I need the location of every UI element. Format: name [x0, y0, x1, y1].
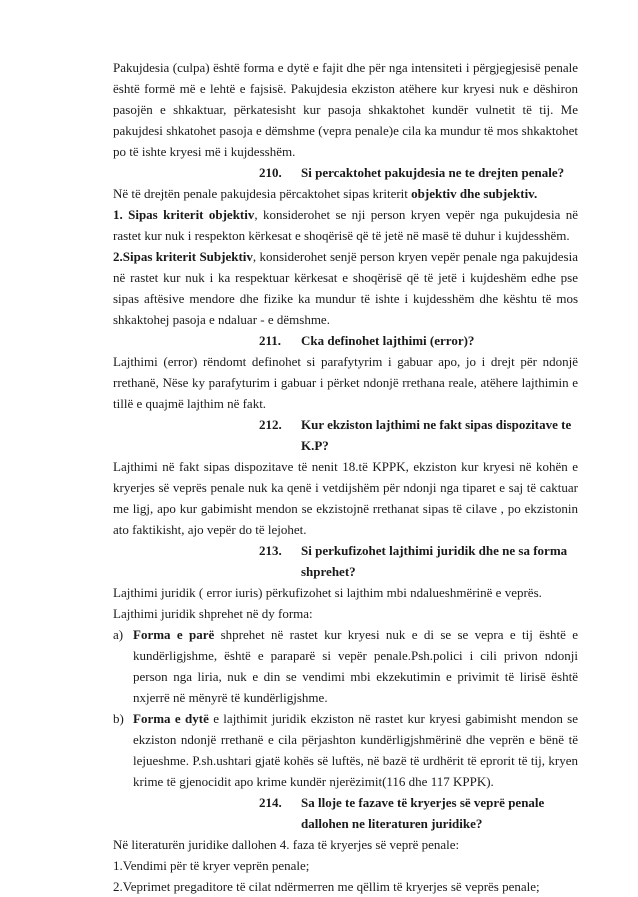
list-item [113, 624, 578, 708]
bold-text: objektiv dhe subjektiv. [411, 186, 538, 201]
paragraph-error: Lajthimi (error) rëndomt definohet si parafytyrim i gabuar apo, jo i drejt për ndonjë rrethanë, Nëse ky parafyturim i gabuar i përket ndonjë rrethana reale, atëhere lajthimin e tillë e quajmë lajthim në fakt. [113, 354, 578, 411]
bold-text: Forma e parë [133, 627, 215, 642]
question-213 [113, 540, 578, 582]
question-text: Cka definohet lajthimi (error)? [301, 333, 475, 348]
question-text-continued: shprehet? [301, 564, 356, 579]
question-211 [113, 330, 578, 351]
question-text: Sa lloje te fazave të kryerjes së veprë penale [301, 795, 545, 810]
list-marker: a) [113, 627, 124, 642]
paragraph-text: , konsiderohet senjë person kryen vepër penale nga pakujdesia në rastet kur nuk i ka respektuar kërkesat e shoqërisë që të jetë i kujdeshëm edhe pse sipas aftësive mendore dhe fizike ka mundur të ishte i kujdesshëm dhe kështu të mos shkaktohej pasoja e ndaluar - e dëmshme. [113, 249, 578, 327]
question-text-continued: K.P? [301, 438, 329, 453]
paragraph-text: Në të drejtën penale pakujdesia përcaktohet sipas kriterit [113, 186, 412, 201]
list-item [113, 708, 578, 792]
question-number: 212. [259, 417, 282, 432]
paragraph-two-forms: Lajthimi juridik shprehet në dy forma: [113, 606, 313, 621]
bold-text: 1. Sipas kriterit objektiv [113, 207, 255, 222]
bold-text: Forma e dytë [133, 711, 209, 726]
paragraph-phase-2: 2.Veprimet pregaditore të cilat ndërmerren me qëllim të kryerjes së veprës penale; [113, 879, 540, 894]
question-number: 210. [259, 165, 282, 180]
paragraph-objective [113, 204, 578, 246]
question-number: 214. [259, 795, 282, 810]
question-212 [113, 414, 578, 456]
paragraph-text: , konsiderohet se nji person kryen vepër nga pukujdesia në rastet kur nuk i respekton kërkesat e shoqërisë që të jetë në masë të duhur i kujdesshëm. [113, 207, 578, 243]
paragraph-error-iuris: Lajthimi juridik ( error iuris) përkufizohet si lajthim mbi ndalueshmërinë e veprës. [113, 585, 542, 600]
bold-text: 2.Sipas kriterit Subjektiv [113, 249, 253, 264]
question-text-continued: dallohen ne literaturen juridike? [301, 816, 483, 831]
question-214 [113, 792, 578, 834]
forms-list [113, 624, 578, 792]
list-item-text: shprehet në rastet kur kryesi nuk e di se se vepra e tij është e kundërligjshme, është e paraparë si vepër penale.Psh.polici i cili privon ndonji person nga liria, nuk e din se vendimi mbi ekzekutimin e privimit të lirisë është nxjerrë në mënyrë të kundërligjshme. [133, 627, 578, 705]
paragraph-culpa: Pakujdesia (culpa) është forma e dytë e fajit dhe për nga intensiteti i përgjegjesisë penale është formë më e lehtë e fajsisë. Pakujdesia ekziston atëhere kur kryesi nuk e dëshiron pasojën e shkaktuar, përkatesisht kur pasoja shkaktohet kundër vulnetit të tij. Me pakujdesi shkatohet pasoja e dëmshme (vepra penale)e cila ka mundur të mos shkaktohet po të ishte kryesi më i kujdesshëm. [113, 60, 578, 159]
paragraph-error-fact: Lajthimi në fakt sipas dispozitave të nenit 18.të KPPK, ekziston kur kryesi në kohën e kryerjes së veprës penale nuk ka qenë i vetdijshëm për ndonji nga tiparet e saj të caktuar me ligj, apo kur gabimisht mendon se ekzistojnë rrethanat sipas të cilave , po ekzistonin ato faktikisht, ajo vepër do të lejohet. [113, 459, 578, 537]
question-text: Si perkufizohet lajthimi juridik dhe ne sa forma [301, 543, 568, 558]
paragraph-criteria [113, 183, 578, 204]
paragraph-phase-1: 1.Vendimi për të kryer veprën penale; [113, 858, 310, 873]
paragraph-phases: Në literaturën juridike dallohen 4. faza të kryerjes së veprë penale: [113, 837, 460, 852]
question-number: 213. [259, 543, 282, 558]
paragraph-subjective [113, 246, 578, 330]
question-text: Si percaktohet pakujdesia ne te drejten penale? [301, 165, 565, 180]
list-marker: b) [113, 711, 124, 726]
question-210 [113, 162, 578, 183]
list-item-text: e lajthimit juridik ekziston në rastet kur kryesi gabimisht mendon se ekziston ndonjë rrethanë e cila përjashton kundërligjshmërinë dhe veprën e bënë të lejueshme. P.sh.ushtari gjatë kohës së luftës, në bazë të urdhërit të eprorit të tij, kryen krime të gjenocidit apo krime kundër njerëzimit(116 dhe 117 KPPK). [133, 711, 578, 789]
question-text: Kur ekziston lajthimi ne fakt sipas dispozitave te [301, 417, 572, 432]
question-number: 211. [259, 333, 282, 348]
